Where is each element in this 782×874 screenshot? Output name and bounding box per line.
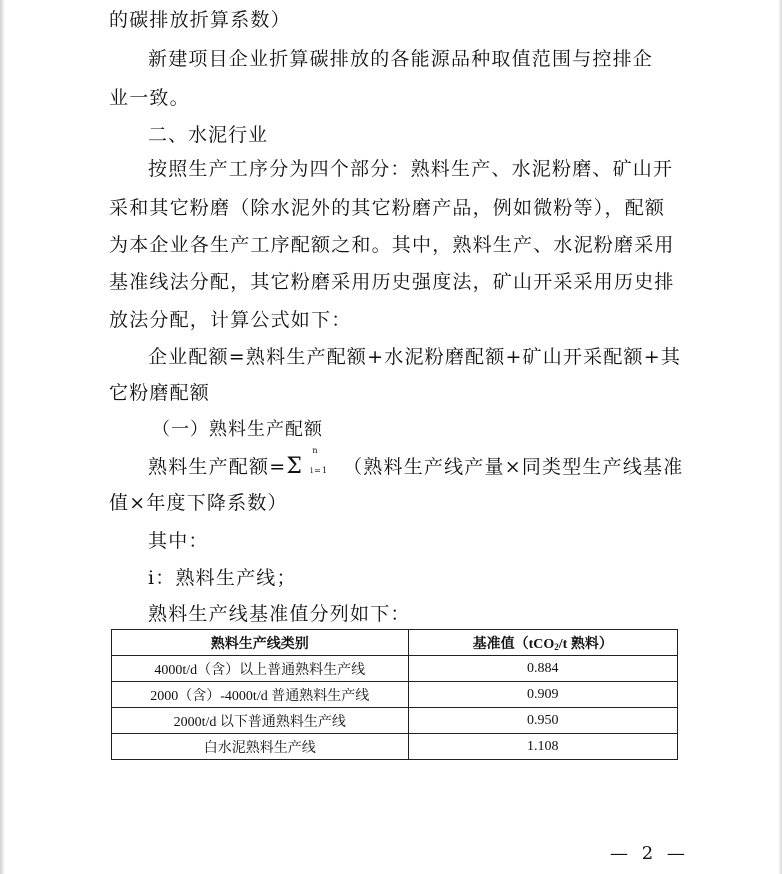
baseline-table xyxy=(111,629,678,760)
section-heading: 二、水泥行业 xyxy=(148,124,269,146)
sigma-glyph: Σ xyxy=(286,454,304,479)
variable-definition: i：熟料生产线； xyxy=(148,567,297,589)
page-right-edge xyxy=(778,0,782,874)
formula-line: 它粉磨配额 xyxy=(109,382,211,404)
paragraph-line: 基准线法分配，其它粉磨采用历史强度法，矿山开采采用历史排 xyxy=(109,271,675,293)
paragraph-line: 放法分配，计算公式如下： xyxy=(109,309,352,331)
row-value: 0.950 xyxy=(408,708,678,734)
table-row xyxy=(112,656,678,682)
formula-line: 值×年度下降系数） xyxy=(109,492,288,514)
row-category: 2000t/d 以下普通熟料生产线 xyxy=(112,708,409,734)
row-category: 4000t/d（含）以上普通熟料生产线 xyxy=(112,656,409,682)
where-label: 其中： xyxy=(148,530,209,552)
table-row xyxy=(112,682,678,708)
summation-symbol xyxy=(286,446,329,479)
row-value: 0.884 xyxy=(408,656,678,682)
clinker-formula-line xyxy=(148,446,684,479)
table-header-row xyxy=(112,630,678,656)
paragraph-continuation: 的碳排放折算系数） xyxy=(109,9,291,31)
header-value: 基准值（tCO2/t 熟料） xyxy=(408,630,678,656)
row-value: 0.909 xyxy=(408,682,678,708)
row-category: 白水泥熟料生产线 xyxy=(112,734,409,760)
table-row xyxy=(112,734,678,760)
table-intro: 熟料生产线基准值分列如下： xyxy=(148,603,411,625)
subsection-heading: （一）熟料生产配额 xyxy=(152,419,323,440)
paragraph-line: 新建项目企业折算碳排放的各能源品种取值范围与控排企 xyxy=(148,48,654,70)
sigma-upper-limit: n xyxy=(312,446,319,455)
paragraph-line: 采和其它粉磨（除水泥外的其它粉磨产品，例如微粉等），配额 xyxy=(109,197,666,219)
row-category: 2000（含）-4000t/d 普通熟料生产线 xyxy=(112,682,409,708)
row-value: 1.108 xyxy=(408,734,678,760)
header-category: 熟料生产线类别 xyxy=(112,630,409,656)
page-left-edge xyxy=(0,0,5,874)
paragraph-line: 业一致。 xyxy=(109,87,190,109)
paragraph-line: 按照生产工序分为四个部分：熟料生产、水泥粉磨、矿山开 xyxy=(148,158,674,180)
formula-suffix: （熟料生产线产量×同类型生产线基准 xyxy=(343,456,684,478)
formula-prefix: 熟料生产配额= xyxy=(148,456,287,478)
table-row xyxy=(112,708,678,734)
formula-line: 企业配额=熟料生产配额+水泥粉磨配额+矿山开采配额+其 xyxy=(148,346,682,368)
page-number: — 2 — xyxy=(610,843,689,864)
sigma-lower-limit: i=1 xyxy=(310,466,329,475)
paragraph-line: 为本企业各生产工序配额之和。其中，熟料生产、水泥粉磨采用 xyxy=(109,234,675,256)
